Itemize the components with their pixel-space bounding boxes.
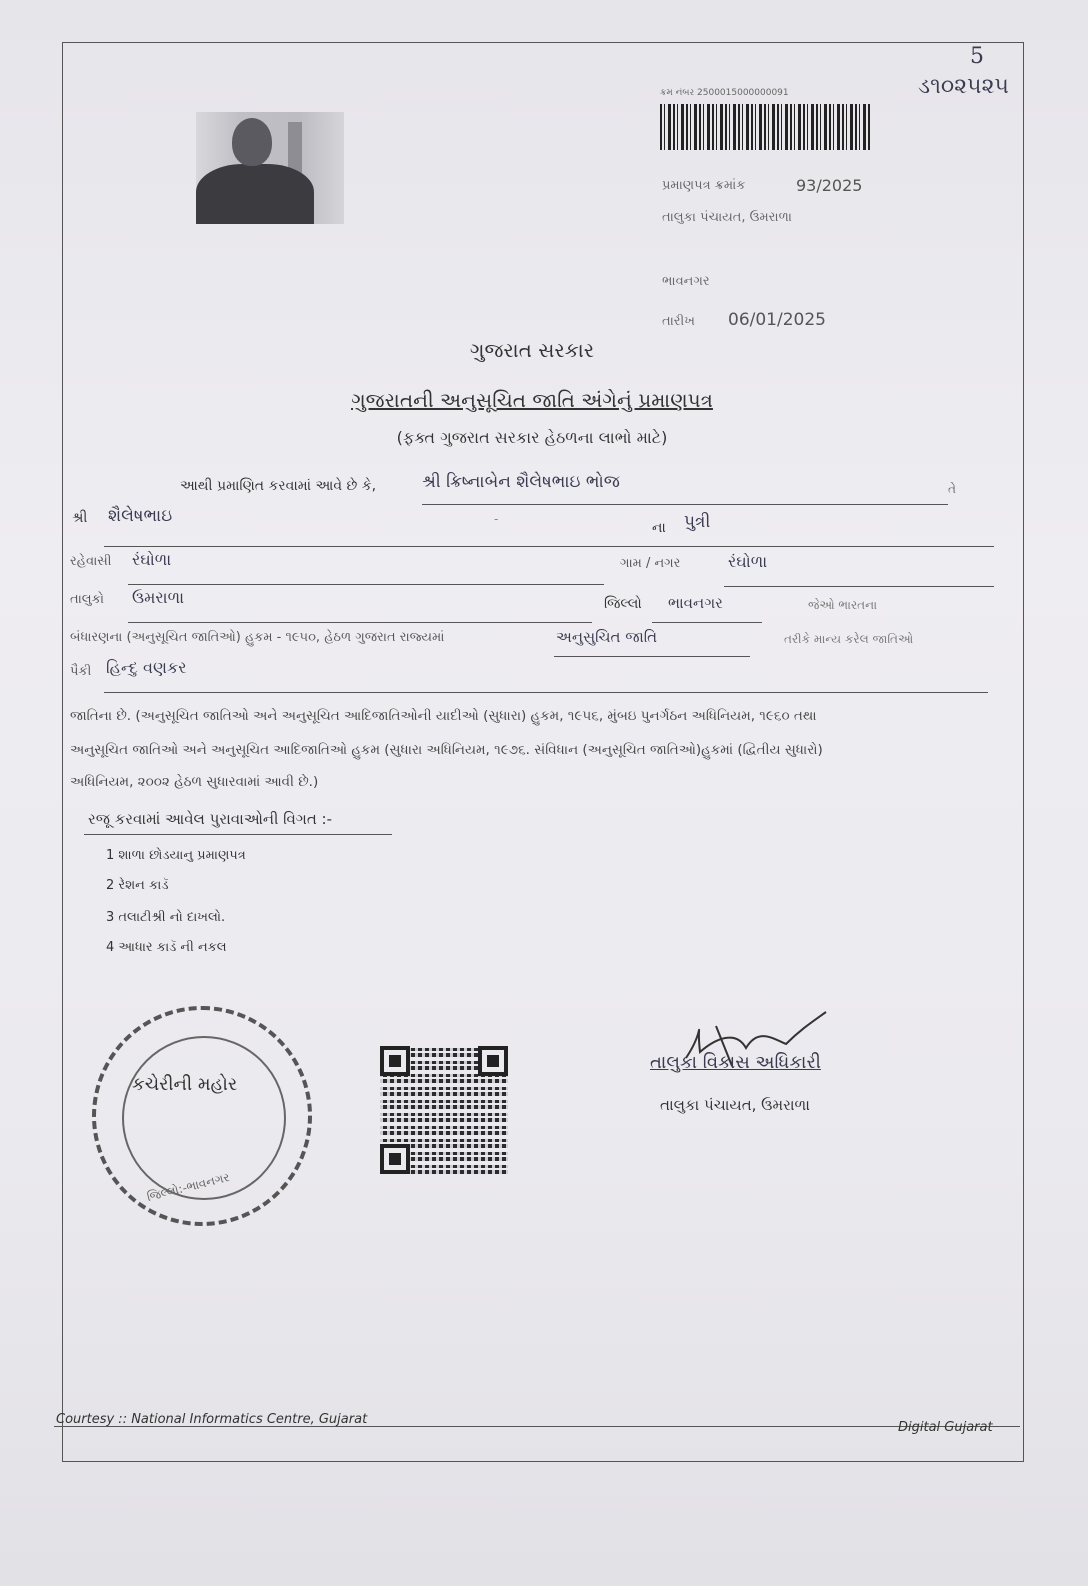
category: અનુસુચિત જાતિ [556, 628, 658, 646]
resident: રંઘોળા [132, 550, 172, 569]
office-seal [92, 1006, 312, 1226]
certificate-no-label: પ્રમાણપત્ર ક્રમાંક [662, 178, 746, 193]
dash: - [494, 512, 499, 526]
taluka: ઉમરાળા [132, 588, 184, 607]
father-name: શૈલેષભાઇ [108, 506, 173, 526]
handwritten-note: ડ૧૦૨૫૨૫ [918, 74, 1009, 99]
evidence-item: 3 તલાટીશ્રી નો દાખલો. [106, 910, 226, 925]
na-text: ના [652, 520, 666, 536]
relation: પુત્રી [684, 512, 711, 532]
evidence-item: 2 રેશન કાડૅ [106, 878, 169, 893]
barcode-label: ક્રમ નંબર 2500015000000091 [660, 88, 789, 98]
issue-date: 06/01/2025 [728, 310, 826, 330]
evidence-item: 1 શાળા છોડયાનુ પ્રમાણપત્ર [106, 848, 246, 863]
para-line-1: જાતિના છે. (અનુસૂચિત જાતિઓ અને અનુસૂચિત આદિજાતિઓની યાદીઓ (સુધારા) હુકમ, ૧૯૫૬, મુંબઇ પુનર્ગઠન અધિનિયમ, ૧૯૬૦ તથા [70, 708, 817, 724]
district: ભાવનગર [668, 594, 723, 612]
page-title: ગુજરાતની અનુસૂચિત જાતિ અંગેનું પ્રમાણપત્ર [351, 388, 713, 412]
date-label: તારીખ [662, 314, 695, 329]
barcode [660, 104, 872, 150]
government-heading: ગુજરાત સરકાર [469, 338, 595, 362]
office-top: તાલુકા પંચાયત, ઉમરાળા [662, 210, 792, 225]
evidence-heading: રજૂ કરવામાં આવેલ પુરાવાઓની વિગત :- [88, 810, 333, 828]
caste: હિન્દુ વણકર [106, 658, 187, 677]
seal-ring-text: જિલ્લો:-ભાવનગર [145, 1169, 231, 1205]
village-label: ગામ / નગર [620, 556, 681, 571]
signatory-title: તાલુકા વિકાસ અધિકારી [650, 1052, 821, 1073]
applicant-photo [196, 112, 344, 224]
para-line-3: અધિનિયમ, ૨૦૦૨ હેઠળ સુધારવામાં આવી છે.) [70, 774, 319, 790]
paiki-text: પૈકી [70, 664, 92, 679]
seal-text: કચેરીની મહોર [132, 1074, 238, 1095]
recognized-text: તરીકે માન્ય કરેલ જાતિઓ [784, 632, 914, 646]
te-text: તે [948, 482, 956, 496]
resident-label: રહેવાસી [70, 554, 112, 569]
footer-courtesy: Courtesy :: National Informatics Centre, Gujarat [56, 1412, 368, 1427]
shri-label: શ્રી [72, 510, 88, 526]
constitution-text: બંધારણના (અનુસૂચિત જાતિઓ) હુકમ - ૧૯૫૦, હેઠળ ગુજરાત રાજ્યમાં [70, 630, 445, 645]
footer-brand: Digital Gujarat [898, 1420, 993, 1435]
taluka-label: તાલુકો [70, 592, 105, 607]
district-top: ભાવનગર [662, 274, 710, 289]
village: રંઘોળા [728, 552, 768, 571]
qr-code [380, 1046, 508, 1174]
applicant-name: શ્રી ક્રિષ્નાબેન શૈલેષભાઇ ભોજ [422, 472, 620, 492]
certificate-no: 93/2025 [796, 176, 863, 195]
certify-text: આથી પ્રમાણિત કરવામાં આવે છે કે, [180, 478, 377, 494]
para-line-2: અનુસૂચિત જાતિઓ અને અનુસૂચિત આદિજાતિઓ હુકમ (સુધારા અધિનિયમ, ૧૯૭૬. સંવિધાન (અનુસૂચિત જાતિઓ)હુકમાં (દ્વિતીય સુધારો) [70, 742, 823, 758]
handwritten-number: 5 [970, 44, 984, 69]
jeo-text: જેઓ ભારતના [808, 598, 878, 612]
district-label: જિલ્લો [604, 596, 642, 612]
signatory-office: તાલુકા પંચાયત, ઉમરાળા [660, 1096, 810, 1114]
subtitle: (ફક્ત ગુજરાત સરકાર હેઠળના લાભો માટે) [396, 428, 668, 447]
evidence-item: 4 આધાર કાડૅ ની નકલ [106, 940, 227, 955]
